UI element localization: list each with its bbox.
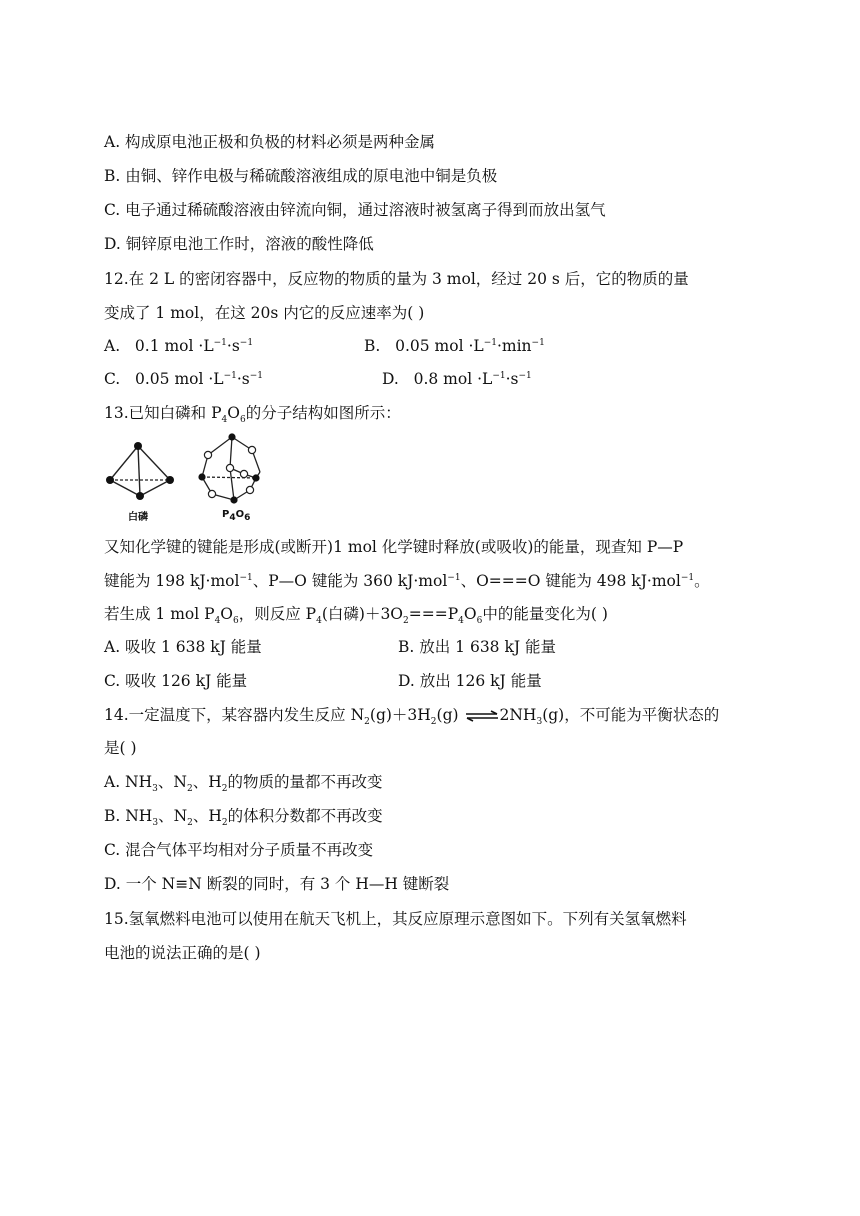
q12-stem-line1: 12.在 2 L 的密闭容器中，反应物的物质的量为 3 mol，经过 20 s 后，它的物质的量 — [104, 270, 689, 288]
superscript: −1 — [483, 337, 497, 348]
q11-option-b: B. 由铜、锌作电极与稀硫酸溶液组成的原电池中铜是负极 — [104, 167, 498, 185]
subscript: 3 — [536, 717, 543, 728]
q11-option-c: C. 电子通过稀硫酸溶液由锌流向铜，通过溶液时被氢离子得到而放出氢气 — [104, 201, 606, 219]
option-value: 0.1 mol ·L — [134, 337, 214, 355]
text: ，则反应 P — [238, 605, 317, 623]
subscript: 2 — [364, 717, 370, 728]
text: 的分子结构如图所示： — [245, 404, 401, 422]
q13-option-c: C. 吸收 126 kJ 能量 — [104, 672, 248, 690]
text: ===P — [408, 605, 459, 623]
option-label: B. — [364, 337, 381, 355]
q14-stem-line2: 是( ) — [104, 739, 137, 757]
text: 、P—O 键能为 360 kJ·mol — [252, 572, 448, 590]
text: (g) — [436, 706, 459, 724]
equilibrium-arrow-icon — [465, 710, 499, 722]
subscript: 6 — [476, 616, 483, 627]
text: 、N — [157, 773, 187, 791]
text: (白磷)＋3O — [321, 605, 404, 623]
q11-option-a: A. 构成原电池正极和负极的材料必须是两种金属 — [104, 133, 436, 151]
subscript: 6 — [239, 415, 246, 426]
option-unit: ·s — [505, 370, 519, 388]
text: (g)＋3H — [369, 706, 431, 724]
text: 2NH — [499, 706, 537, 724]
text: 的体积分数都不再改变 — [227, 807, 383, 825]
text: 、N — [158, 807, 188, 825]
subscript: 2 — [221, 818, 228, 829]
text: (g)，不可能为平衡状态的 — [542, 706, 720, 724]
subscript: 4 — [221, 415, 228, 426]
q14-option-b — [104, 805, 383, 827]
option-value: 0.05 mol ·L — [395, 337, 484, 355]
superscript: −1 — [518, 370, 532, 381]
tetrahedron-diagram — [104, 440, 184, 510]
subscript: 6 — [244, 513, 251, 523]
q14-option-c: C. 混合气体平均相对分子质量不再改变 — [104, 841, 374, 859]
q12-option-d — [382, 368, 532, 390]
text: B. NH — [104, 807, 153, 825]
superscript: −1 — [447, 572, 461, 583]
subscript: 4 — [214, 616, 221, 627]
text: 、H — [192, 807, 222, 825]
superscript: −1 — [239, 572, 253, 583]
q14-option-a — [104, 771, 382, 793]
text: O — [220, 605, 234, 623]
q11-option-d: D. 铜锌原电池工作时，溶液的酸性降低 — [104, 235, 374, 253]
subscript: 4 — [316, 616, 322, 627]
q13-stem-line3 — [104, 570, 710, 592]
q12-stem-line2: 变成了 1 mol，在这 20s 内它的反应速率为( ) — [104, 304, 425, 322]
text: 13.已知白磷和 P — [104, 404, 222, 422]
text: 、O===O 键能为 498 kJ·mol — [460, 572, 681, 590]
superscript: −1 — [492, 370, 506, 381]
q12-option-c — [104, 368, 263, 390]
superscript: −1 — [223, 370, 237, 381]
q15-stem-line1: 15.氢氧燃料电池可以使用在航天飞机上，其反应原理示意图如下。下列有关氢氧燃料 — [104, 910, 687, 928]
option-unit: ·s — [236, 370, 250, 388]
subscript: 3 — [152, 818, 159, 829]
q13-option-d: D. 放出 126 kJ 能量 — [398, 672, 542, 690]
subscript: 6 — [233, 616, 239, 627]
text: A. NH — [104, 773, 153, 791]
q12-option-a — [104, 335, 253, 357]
q13-stem-line4 — [104, 603, 608, 625]
option-unit: ·s — [226, 337, 240, 355]
superscript: −1 — [249, 370, 264, 381]
text: 、H — [192, 773, 222, 791]
figure-caption: 白磷 — [128, 512, 148, 523]
option-label: C. — [104, 370, 121, 388]
option-label: A. — [104, 337, 121, 355]
option-unit: ·min — [496, 337, 532, 355]
q14-stem-line1 — [104, 704, 719, 726]
subscript: 3 — [152, 784, 158, 795]
subscript: 2 — [187, 818, 193, 829]
text: 14.一定温度下，某容器内发生反应 N — [104, 706, 365, 724]
superscript: −1 — [680, 572, 695, 583]
q13-stem-line2: 又知化学键的键能是形成(或断开)1 mol 化学键时释放(或吸收)的能量，现查知 P—P — [104, 538, 684, 556]
q13-option-b: B. 放出 1 638 kJ 能量 — [398, 638, 557, 656]
text: P — [222, 509, 230, 520]
text: O — [463, 605, 477, 623]
text: 中的能量变化为( ) — [482, 605, 608, 623]
subscript: 2 — [221, 784, 228, 795]
q14-option-d: D. 一个 N≡N 断裂的同时，有 3 个 H—H 键断裂 — [104, 875, 450, 893]
text: 。 — [694, 572, 710, 590]
q13-option-a: A. 吸收 1 638 kJ 能量 — [104, 638, 262, 656]
p4o6-structure-figure — [192, 432, 270, 524]
text: O — [235, 509, 245, 520]
superscript: −1 — [531, 337, 545, 348]
subscript: 2 — [186, 784, 193, 795]
superscript: −1 — [239, 337, 254, 348]
option-label: D. — [382, 370, 399, 388]
text: O — [227, 404, 240, 422]
subscript: 4 — [229, 513, 236, 523]
option-value: 0.05 mol ·L — [135, 370, 224, 388]
figure-caption — [222, 509, 251, 523]
option-value: 0.8 mol ·L — [413, 370, 493, 388]
q15-stem-line2: 电池的说法正确的是( ) — [104, 944, 261, 962]
text: 的物质的量都不再改变 — [227, 773, 383, 791]
subscript: 4 — [458, 616, 464, 627]
superscript: −1 — [213, 337, 227, 348]
p4o6-diagram — [192, 432, 270, 510]
subscript: 2 — [403, 616, 409, 627]
subscript: 2 — [430, 717, 437, 728]
text: 键能为 198 kJ·mol — [104, 572, 240, 590]
q12-option-b — [364, 335, 545, 357]
text: 若生成 1 mol P — [104, 605, 215, 623]
white-phosphorus-structure-figure — [104, 440, 184, 522]
q13-stem-line1 — [104, 402, 401, 424]
